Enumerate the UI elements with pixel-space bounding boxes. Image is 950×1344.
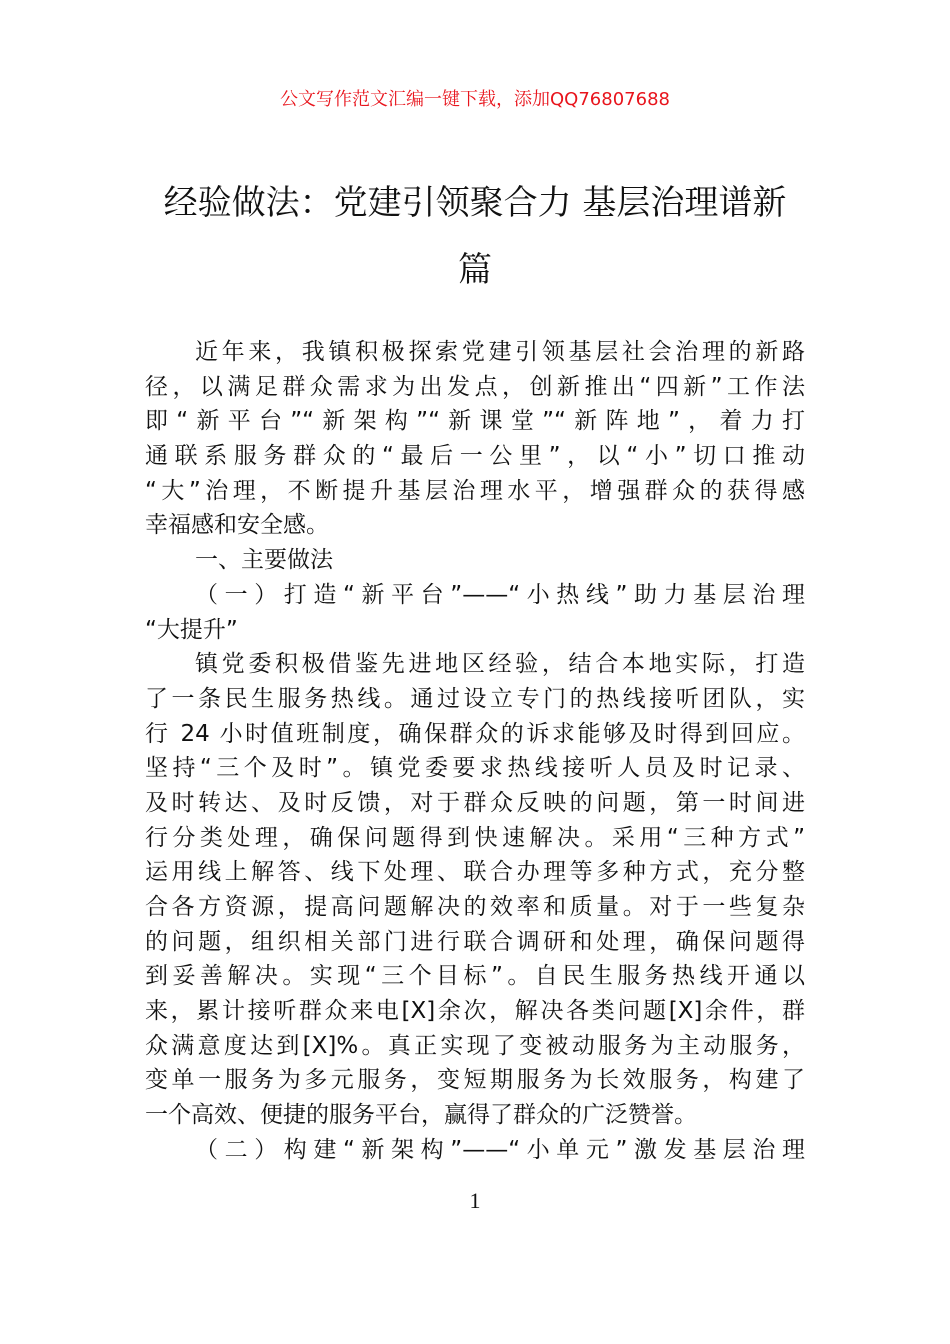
body-line: 了一条民生服务热线。通过设立专门的热线接听团队，实 <box>145 685 805 712</box>
body-line: 径，以满足群众需求为出发点，创新推出“四新”工作法 <box>145 373 805 400</box>
body-line: 镇党委积极借鉴先进地区经验，结合本地实际，打造 <box>195 651 805 678</box>
title-line-1: 经验做法：党建引领聚合力 基层治理谱新 <box>163 183 787 223</box>
body-line: 来，累计接听群众来电[X]余次，解决各类问题[X]余件，群 <box>145 998 805 1025</box>
document-title <box>140 170 810 304</box>
body-line: 变单一服务为多元服务，变短期服务为长效服务，构建了 <box>145 1067 805 1094</box>
subsection-heading: （二）构建“新架构”——“小单元”激发基层治理 <box>195 1136 805 1163</box>
page-number: 1 <box>469 1188 481 1213</box>
body-line: 一个高效、便捷的服务平台，赢得了群众的广泛赞誉。 <box>145 1102 697 1129</box>
body-line: 合各方资源，提高问题解决的效率和质量。对于一些复杂 <box>145 894 805 920</box>
subsection-heading-cont: “大提升” <box>145 616 238 643</box>
body-line: 即“新平台”“新架构”“新课堂”“新阵地”，着力打 <box>145 408 805 435</box>
body-line: 坚持“三个及时”。镇党委要求热线接听人员及时记录、 <box>145 755 805 782</box>
body-line: 到妥善解决。实现“三个目标”。自民生服务热线开通以 <box>145 963 805 990</box>
body-line: 运用线上解答、线下处理、联合办理等多种方式，充分整 <box>145 859 805 886</box>
body-line: 行 24 小时值班制度，确保群众的诉求能够及时得到回应。 <box>145 720 805 747</box>
body-line: 众满意度达到[X]%。真正实现了变被动服务为主动服务， <box>145 1032 805 1059</box>
body-line: 的问题，组织相关部门进行联合调研和处理，确保问题得 <box>145 928 805 955</box>
document-body <box>145 335 805 1168</box>
body-line: 近年来，我镇积极探索党建引领基层社会治理的新路 <box>195 339 805 365</box>
body-line: “大”治理，不断提升基层治理水平，增强群众的获得感 <box>145 477 805 504</box>
section-heading: 一、主要做法 <box>195 547 333 574</box>
title-line-2: 篇 <box>458 250 492 290</box>
body-line: 及时转达、及时反馈，对于群众反映的问题，第一时间进 <box>145 789 805 816</box>
body-line: 通联系服务群众的“最后一公里”，以“小”切口推动 <box>145 443 805 470</box>
promo-header: 公文写作范文汇编一键下载，添加QQ76807688 <box>280 89 670 110</box>
body-line: 幸福感和安全感。 <box>145 512 329 539</box>
body-line: 行分类处理，确保问题得到快速解决。采用“三种方式” <box>145 824 805 851</box>
subsection-heading: （一）打造“新平台”——“小热线”助力基层治理 <box>195 581 805 608</box>
